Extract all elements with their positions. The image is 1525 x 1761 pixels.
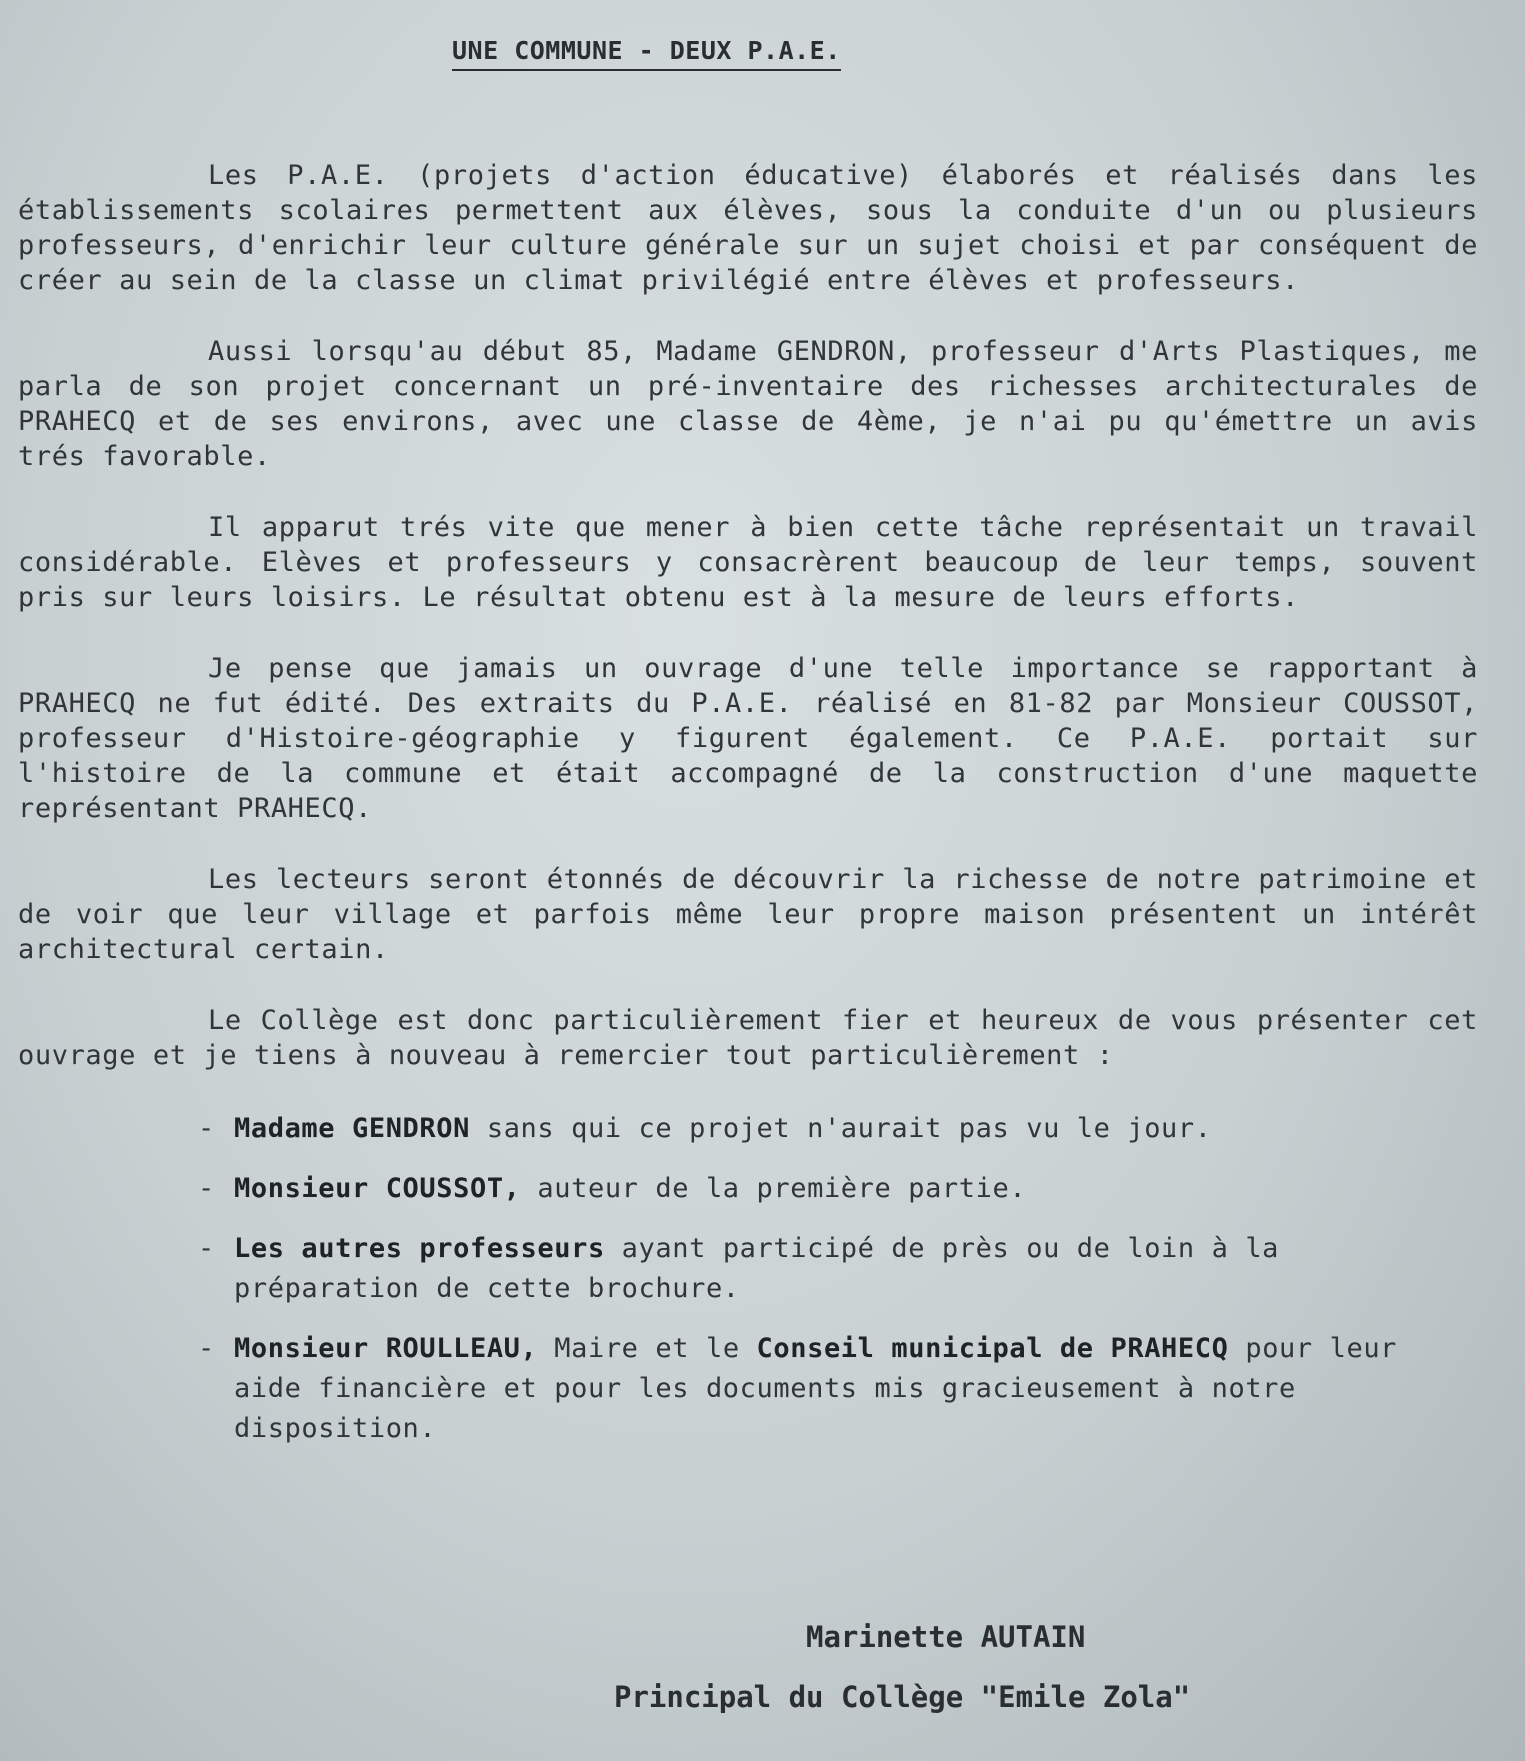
- thanks-name: Madame GENDRON: [234, 1113, 470, 1144]
- paragraph-1: Les P.A.E. (projets d'action éducative) élaborés et réalisés dans les établissements scolaires permettent aux élèves, sous la conduite d'un ou plusieurs professeurs, d'enrichir leur culture générale sur un sujet choisi et par conséquent de créer au sein de la classe un climat privilégié entre élèves et professeurs.: [18, 160, 1478, 296]
- list-dash: -: [198, 1113, 215, 1144]
- paragraph-6: Le Collège est donc particulièrement fier et heureux de vous présenter cet ouvrage et je tiens à nouveau à remercier tout particulièrement :: [18, 1005, 1478, 1071]
- thanks-text: ayant participé de près ou de loin à la préparation de cette brochure.: [234, 1233, 1280, 1304]
- document-body: [18, 158, 1478, 1469]
- thanks-name-council: Conseil municipal de PRAHECQ: [756, 1333, 1229, 1364]
- paragraph-5: Les lecteurs seront étonnés de découvrir la richesse de notre patrimoine et de voir que leur village et parfois même leur propre maison présentent un intérêt architectural certain.: [18, 864, 1478, 965]
- list-dash: -: [198, 1233, 215, 1264]
- thanks-item-professeurs: [198, 1229, 1478, 1309]
- signature-role: Principal du Collège "Emile Zola": [614, 1680, 1191, 1714]
- paragraph-2: Aussi lorsqu'au début 85, Madame GENDRON, professeur d'Arts Plastiques, me parla de son projet concernant un pré-inventaire des richesses architecturales de PRAHECQ et de ses environs, avec une classe de 4ème, je n'ai pu qu'émettre un avis trés favorable.: [18, 336, 1478, 472]
- thanks-text: sans qui ce projet n'aurait pas vu le jour.: [469, 1113, 1212, 1144]
- thanks-name: Monsieur ROULLEAU,: [234, 1333, 538, 1364]
- thanks-item-roulleau: [198, 1329, 1478, 1449]
- thanks-text: auteur de la première partie.: [520, 1173, 1027, 1204]
- thanks-item-gendron: [198, 1109, 1478, 1149]
- thanks-name: Monsieur COUSSOT,: [234, 1173, 521, 1204]
- thanks-list: [18, 1109, 1478, 1449]
- thanks-name: Les autres professeurs: [234, 1233, 605, 1264]
- thanks-text: Maire et le: [537, 1333, 757, 1364]
- thanks-text-end: pour leur aide financière et pour les documents mis gracieusement à notre disposition.: [234, 1333, 1398, 1444]
- list-dash: -: [198, 1173, 215, 1204]
- signature-name: Marinette AUTAIN: [806, 1620, 1086, 1654]
- document-title: UNE COMMUNE - DEUX P.A.E.: [452, 36, 841, 71]
- paragraph-4: Je pense que jamais un ouvrage d'une telle importance se rapportant à PRAHECQ ne fut édité. Des extraits du P.A.E. réalisé en 81-82 par Monsieur COUSSOT, professeur d'Histoire-géographie y figurent également. Ce P.A.E. portait sur l'histoire de la commune et était accompagné de la construction d'une maquette représentant PRAHECQ.: [18, 653, 1478, 824]
- paragraph-3: Il apparut trés vite que mener à bien cette tâche représentait un travail considérable. Elèves et professeurs y consacrèrent beaucoup de leur temps, souvent pris sur leurs loisirs. Le résultat obtenu est à la mesure de leurs efforts.: [18, 512, 1478, 613]
- list-dash: -: [198, 1333, 215, 1364]
- thanks-item-coussot: [198, 1169, 1478, 1209]
